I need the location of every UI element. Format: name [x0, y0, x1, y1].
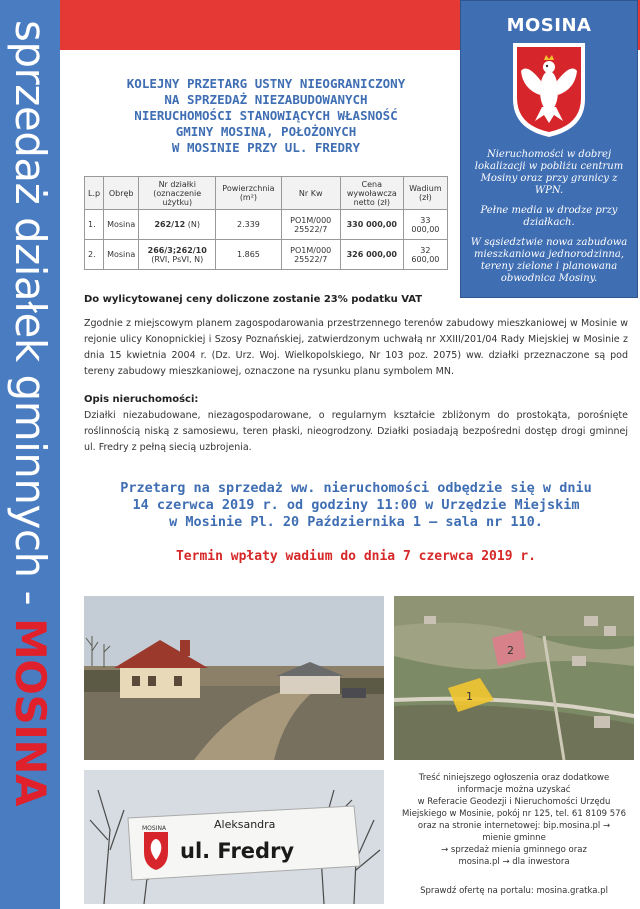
info-line: mosina.pl → dla inwestora — [458, 857, 570, 867]
heading-line: KOLEJNY PRZETARG USTNY NIEOGRANICZONY — [126, 76, 406, 91]
cell-kw: PO1M/000 25522/7 — [281, 210, 340, 240]
header-kw: Nr Kw — [281, 177, 340, 210]
street-sign-image — [84, 770, 384, 904]
cell-lp: 1. — [85, 210, 104, 240]
tender-line: Przetarg na sprzedaż ww. nieruchomości odbędzie się w dniu — [120, 480, 592, 496]
cell-wadium: 32 600,00 — [403, 240, 447, 270]
map-label-plot-2: 2 — [507, 644, 514, 657]
tender-line: w Mosinie Pl. 20 Października 1 – sala nr 110. — [169, 514, 543, 530]
info-line: oraz na stronie internetowej: bip.mosina.pl → — [417, 821, 611, 831]
brand-title: MOSINA — [506, 15, 592, 36]
cell-powierzchnia: 2.339 — [216, 210, 281, 240]
heading-line: W MOSINIE PRZY UL. FREDRY — [171, 140, 361, 155]
deposit-deadline: Termin wpłaty wadium do dnia 7 czerwca 2019 r. — [175, 549, 537, 564]
side-title-mosina: MOSINA — [6, 617, 55, 806]
aerial-map-image — [394, 596, 634, 760]
street-sign-photo — [84, 770, 384, 904]
info-line: Miejskiego w Mosinie, pokój nr 125, tel. 61 8109 576 — [402, 809, 626, 819]
cell-cena: 326 000,00 — [340, 240, 403, 270]
sign-street-name: ul. Fredry — [180, 839, 295, 863]
header-powierzchnia: Powierzchnia (m²) — [216, 177, 281, 210]
cell-lp: 2. — [85, 240, 104, 270]
highlights-text — [469, 149, 629, 293]
top-accent-bar — [60, 0, 68, 50]
aerial-map — [394, 596, 634, 760]
table-header-row — [85, 177, 448, 210]
description-label: Opis nieruchomości: — [84, 394, 199, 405]
heading-line: GMINY MOSINA, POŁOŻONYCH — [175, 124, 357, 139]
plots-table — [84, 176, 448, 270]
street-photo-image — [84, 596, 384, 760]
cell-dzialka-use: (RVI, PsVI, N) — [151, 254, 204, 264]
highlight-neighbourhood: W sąsiedztwie nowa zabudowa mieszkaniowa jednorodzinna, tereny zielone i planowana obwodnica Mosiny. — [470, 237, 628, 284]
header-lp: L.p — [85, 177, 104, 210]
coat-of-arms-icon — [511, 41, 587, 139]
vat-note: Do wylicytowanej ceny doliczone zostanie 23% podatku VAT — [84, 294, 423, 305]
table-row — [85, 240, 448, 270]
info-line: Treść niniejszego ogłoszenia oraz dodatkowe — [418, 773, 610, 783]
portal-note: Sprawdź ofertę na portalu: mosina.gratka.pl — [420, 886, 608, 896]
info-line: → sprzedaż mienia gminnego oraz — [441, 845, 587, 855]
highlight-location: Nieruchomości w dobrej lokalizacji w pobliżu centrum Mosiny oraz przy granicy z WPN. — [474, 149, 624, 196]
table-row — [85, 210, 448, 240]
description-paragraph: Działki niezabudowane, niezagospodarowane, o regularnym kształcie zbliżonym do prostokąta, porośnięte roślinnością niską z samosiewu, teren płaski, nieogrodzony. Działki posiadają bezpośredni dostęp drogi gminnej ul. Fredry z pełną siecią uzbrojenia. — [84, 410, 628, 453]
cell-dzialka-number: 262/12 — [154, 220, 186, 229]
header-cena: Cena wywoławcza netto (zł) — [340, 177, 403, 210]
header-wadium: Wadium (zł) — [403, 177, 447, 210]
cell-dzialka — [139, 240, 216, 270]
heading-line: NA SPRZEDAŻ NIEZABUDOWANYCH — [164, 92, 368, 107]
cell-obreb: Mosina — [104, 210, 139, 240]
cell-obreb: Mosina — [104, 240, 139, 270]
sign-logo-text: MOSINA — [142, 825, 167, 832]
cell-dzialka — [139, 210, 216, 240]
sign-street-first-name: Aleksandra — [214, 818, 276, 831]
side-title — [2, 20, 58, 900]
zoning-paragraph: Zgodnie z miejscowym planem zagospodarowania przestrzennego terenów zabudowy mieszkaniowej w Mosinie w rejonie ulicy Konopnickiej i Szosy Poznańskiej, zatwierdzonym uchwałą nr XXIII/201/04 Rady Miejskiej w Mosinie z dnia 15 kwietnia 2004 r. (Dz. Urz. Woj. Wielkopolskiego, Nr 103 poz. 2075) ww. działki przeznaczone są pod tereny zabudowy mieszkaniowej, oznaczone na rysunku planu symbolem MN. — [84, 318, 628, 377]
header-obreb: Obręb — [104, 177, 139, 210]
info-line: mienie gminne — [482, 833, 546, 843]
header-dzialka: Nr działki (oznaczenie użytku) — [139, 177, 216, 210]
highlight-media: Pełne media w drodze przy działkach. — [480, 205, 618, 228]
map-label-plot-1: 1 — [466, 690, 473, 703]
tender-announcement — [84, 480, 628, 531]
heading-line: NIERUCHOMOŚCI STANOWIĄCYCH WŁASNOŚĆ — [134, 108, 398, 123]
tender-line: 14 czerwca 2019 r. od godziny 11:00 w Urzędzie Miejskim — [132, 497, 580, 513]
cell-cena: 330 000,00 — [340, 210, 403, 240]
info-line: informacje można uzyskać — [457, 785, 571, 795]
street-photo — [84, 596, 384, 760]
info-line: w Referacie Geodezji i Nieruchomości Urzędu — [417, 797, 611, 807]
side-title-main: sprzedaż działek gminnych - — [6, 20, 55, 618]
cell-dzialka-use: (N) — [187, 220, 201, 229]
page-heading — [76, 76, 456, 156]
highlights-panel — [460, 0, 638, 298]
cell-powierzchnia: 1.865 — [216, 240, 281, 270]
cell-wadium: 33 000,00 — [403, 210, 447, 240]
contact-info — [398, 772, 630, 868]
cell-dzialka-number: 266/3;262/10 — [147, 245, 207, 255]
cell-kw: PO1M/000 25522/7 — [281, 240, 340, 270]
